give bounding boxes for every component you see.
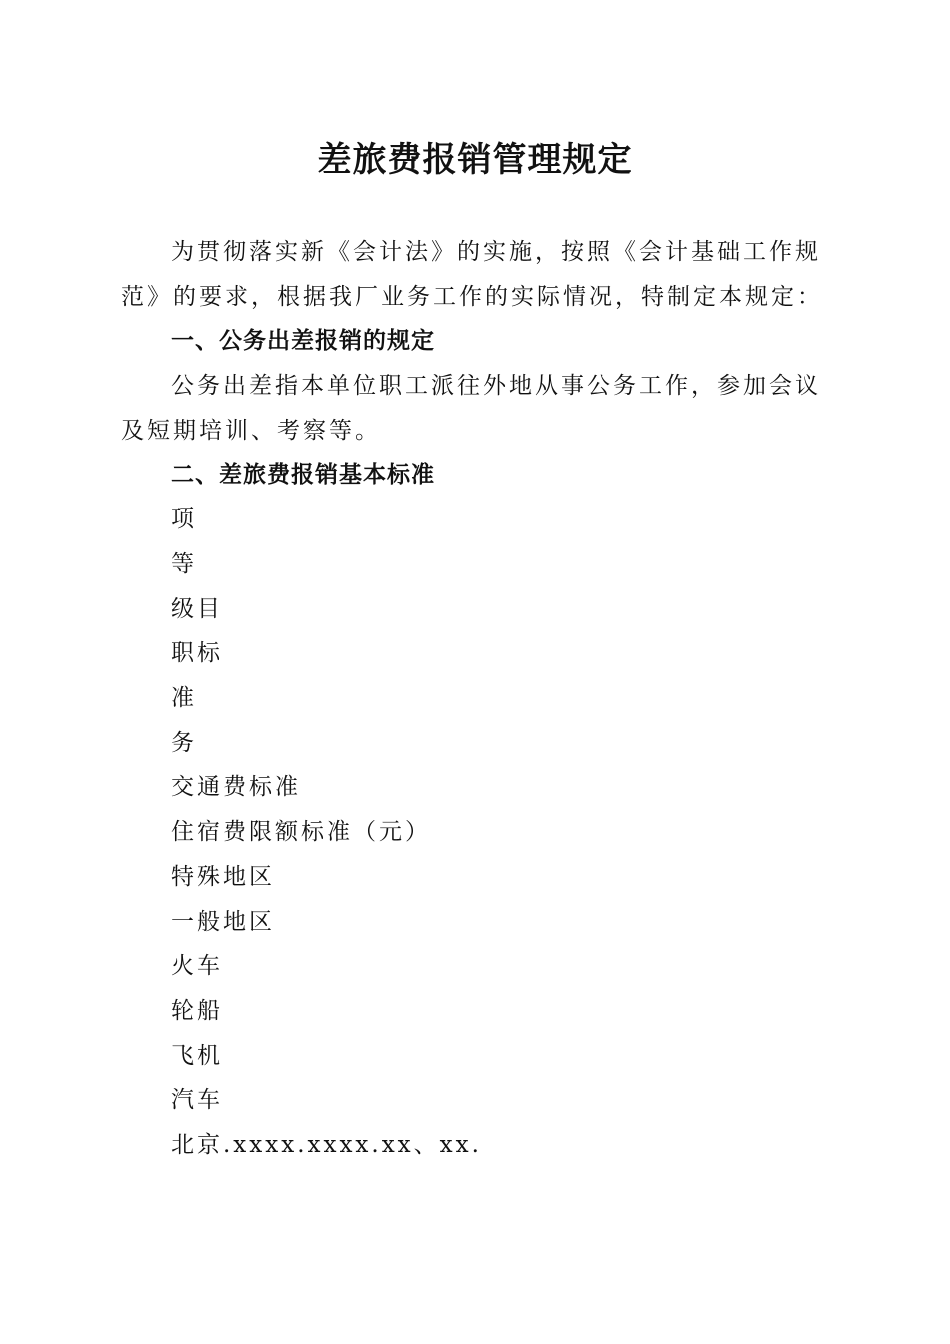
table-fragment-line: 轮船 [171, 998, 223, 1024]
table-fragment-line: 汽车 [171, 1087, 223, 1113]
intro-paragraph: 为贯彻落实新《会计法》的实施，按照《会计基础工作规范》的要求，根据我厂业务工作的实际情况，特制定本规定： [121, 239, 823, 310]
table-fragment-line: 住宿费限额标准（元） [171, 819, 431, 845]
table-fragment-line: 职标 [171, 640, 223, 666]
table-fragment-line: 务 [171, 730, 197, 756]
section-1-paragraph: 公务出差指本单位职工派往外地从事公务工作，参加会议及短期培训、考察等。 [121, 373, 821, 444]
table-fragment-line: 飞机 [171, 1043, 223, 1069]
table-fragment-line: 等 [171, 551, 197, 577]
table-fragment-line: 交通费标准 [171, 774, 301, 800]
document-title: 差旅费报销管理规定 [317, 140, 633, 180]
table-fragment-line: 特殊地区 [171, 864, 275, 890]
table-fragment-line: 项 [171, 506, 197, 532]
table-fragment-line: 火车 [171, 953, 223, 979]
table-fragment-line: 一般地区 [171, 909, 275, 935]
table-fragment-line: 北京.xxxx.xxxx.xx、xx. [171, 1132, 482, 1158]
section-1-heading: 一、公务出差报销的规定 [171, 328, 435, 354]
section-2-heading: 二、差旅费报销基本标准 [171, 462, 435, 488]
table-fragment-line: 准 [171, 685, 197, 711]
table-fragment-line: 级目 [171, 596, 223, 622]
